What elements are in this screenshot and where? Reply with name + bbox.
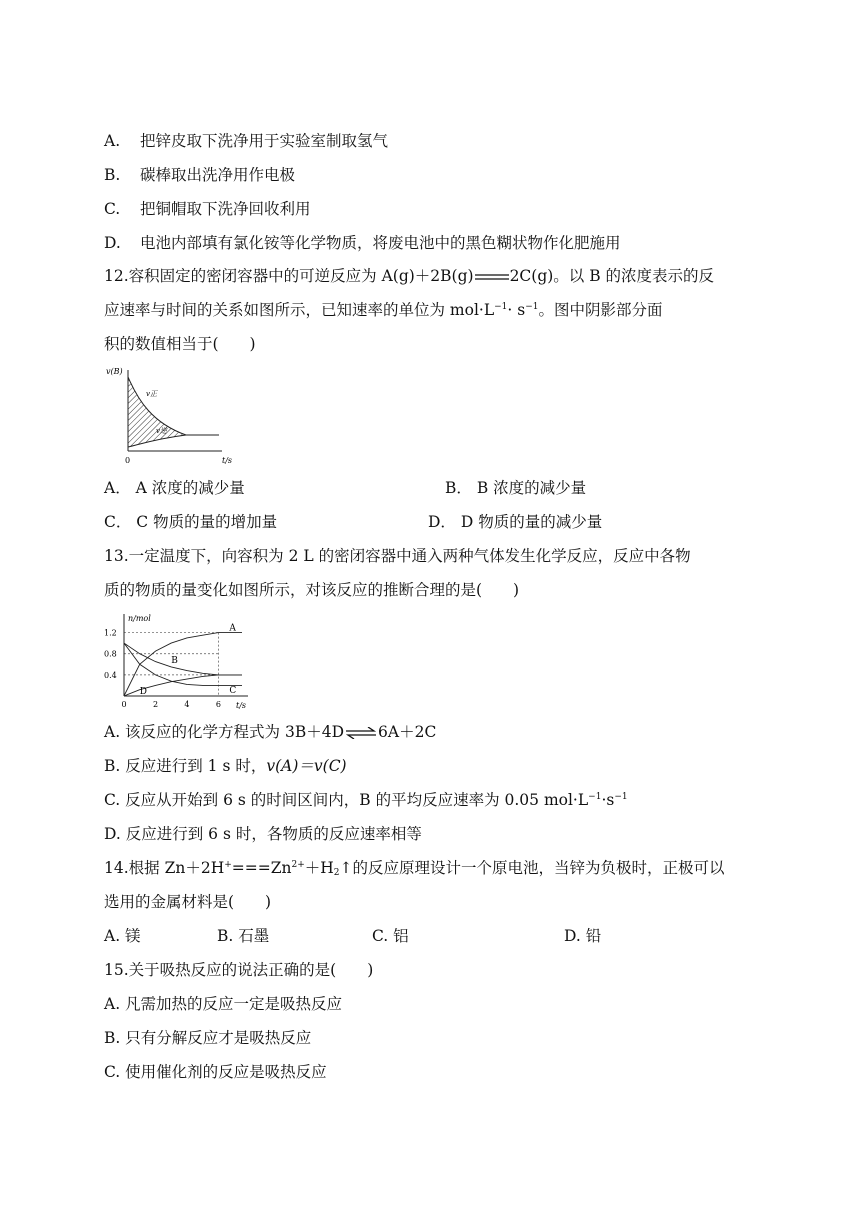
q15-option-a: A. 凡需加热的反应一定是吸热反应 <box>104 995 343 1013</box>
superscript: + <box>224 860 232 870</box>
equilibrium-arrow-icon <box>344 727 378 739</box>
superscript: −1 <box>588 792 602 802</box>
q14-stem-text: ===Zn <box>231 859 292 877</box>
q12-stem-text: 12.容积固定的密闭容器中的可逆反应为 A(g)＋2B(g) <box>104 267 474 285</box>
series-line-b <box>124 643 242 675</box>
q13-amount-chart <box>104 610 254 712</box>
origin-label: 0 <box>125 456 131 465</box>
q13-option-c <box>104 790 628 810</box>
option-letter: A. <box>104 132 121 150</box>
q13-stem-line2: 质的物质的量变化如图所示，对该反应的推断合理的是( ) <box>104 581 520 599</box>
q12-stem-text: · s <box>507 301 526 319</box>
q12-stem-text: 应速率与时间的关系如图所示，已知速率的单位为 mol·L <box>104 301 495 319</box>
y-tick-label: 1.2 <box>104 628 117 638</box>
option-math: v(A)＝v(C) <box>266 757 347 775</box>
y-axis-label: n/mol <box>128 614 151 623</box>
q14-option-c: C. 铝 <box>372 927 409 945</box>
x-tick-label: 2 <box>152 700 159 709</box>
series-label-d: D <box>139 687 147 697</box>
x-tick-label: 0 <box>121 700 127 709</box>
q12-option-c: C． C 物质的量的增加量 <box>104 513 278 531</box>
option-letter: C. <box>104 200 121 218</box>
series-label-b: B <box>171 655 178 666</box>
x-tick-label: 4 <box>184 700 190 709</box>
q13-option-d: D. 反应进行到 6 s 时，各物质的反应速率相等 <box>104 825 422 843</box>
superscript: −1 <box>525 302 539 312</box>
option-letter: D. <box>104 234 121 252</box>
option-text: ·s <box>601 791 615 809</box>
q14-stem-text: ↑的反应原理设计一个原电池，当锌为负极时，正极可以 <box>339 859 725 877</box>
q13-stem-line1: 13.一定温度下，向容积为 2 L 的密闭容器中通入两种气体发生化学反应，反应中各物 <box>104 547 691 565</box>
forward-rate-label: v正 <box>146 390 157 398</box>
q11-option-c <box>104 199 311 219</box>
q12-stem-line1 <box>104 266 714 286</box>
q14-option-a: A. 镁 <box>104 927 141 945</box>
subscript: 2 <box>333 868 340 878</box>
option-letter: B. <box>104 166 121 184</box>
q12-rate-graph <box>104 365 244 470</box>
q12-stem-text: 2C(g)。以 B 的浓度表示的反 <box>509 267 715 285</box>
y-tick-label: 0.8 <box>104 649 117 659</box>
q12-option-d: D． D 物质的量的减少量 <box>428 513 603 531</box>
x-tick-label: 6 <box>215 700 221 709</box>
q14-stem-text: 14.根据 Zn＋2H <box>104 859 225 877</box>
option-text: 碳棒取出洗净用作电极 <box>140 166 296 184</box>
series-label-a: A <box>229 623 236 634</box>
q13-option-b <box>104 756 347 776</box>
q14-stem-text: ＋H <box>304 859 334 877</box>
series-line-d <box>124 643 242 685</box>
q11-option-d <box>104 233 621 253</box>
superscript: 2+ <box>291 860 305 870</box>
q14-stem-line2: 选用的金属材料是( ) <box>104 893 272 911</box>
option-text: A. 该反应的化学方程式为 3B＋4D <box>104 723 345 741</box>
q14-option-d: D. 铅 <box>564 927 602 945</box>
q12-option-a: A． A 浓度的减少量 <box>104 479 245 497</box>
q14-option-b: B. 石墨 <box>217 927 270 945</box>
q14-stem-line1 <box>104 858 725 878</box>
equilibrium-arrow-icon <box>474 272 510 282</box>
option-text: 电池内部填有氯化铵等化学物质，将废电池中的黑色糊状物作化肥施用 <box>140 234 621 252</box>
series-label-c: C <box>229 686 237 696</box>
option-text: B. 反应进行到 1 s 时， <box>104 757 267 775</box>
x-axis-label: t/s <box>222 456 233 465</box>
option-text: 把铜帽取下洗净回收利用 <box>140 200 311 218</box>
q12-stem-line3: 积的数值相当于( ) <box>104 335 256 353</box>
q12-stem-text: 。图中阴影部分面 <box>538 301 663 319</box>
y-axis-label: v(B) <box>106 367 123 376</box>
superscript: −1 <box>494 302 508 312</box>
option-text: 6A＋2C <box>378 723 437 741</box>
q15-option-b: B. 只有分解反应才是吸热反应 <box>104 1029 312 1047</box>
reverse-rate-label: v逆 <box>156 427 167 435</box>
q12-option-b: B． B 浓度的减少量 <box>445 479 587 497</box>
superscript: −1 <box>614 792 628 802</box>
y-tick-label: 0.4 <box>104 670 117 680</box>
q11-option-a <box>104 131 388 151</box>
q12-stem-line2 <box>104 300 663 320</box>
q15-option-c: C. 使用催化剂的反应是吸热反应 <box>104 1063 327 1081</box>
option-text: C. 反应从开始到 6 s 的时间区间内，B 的平均反应速率为 0.05 mol·L <box>104 791 589 809</box>
q11-option-b <box>104 165 295 185</box>
q15-stem: 15.关于吸热反应的说法正确的是( ) <box>104 961 374 979</box>
q13-option-a <box>104 722 436 742</box>
option-text: 把锌皮取下洗净用于实验室制取氢气 <box>140 132 389 150</box>
x-axis-label: t/s <box>236 701 247 710</box>
